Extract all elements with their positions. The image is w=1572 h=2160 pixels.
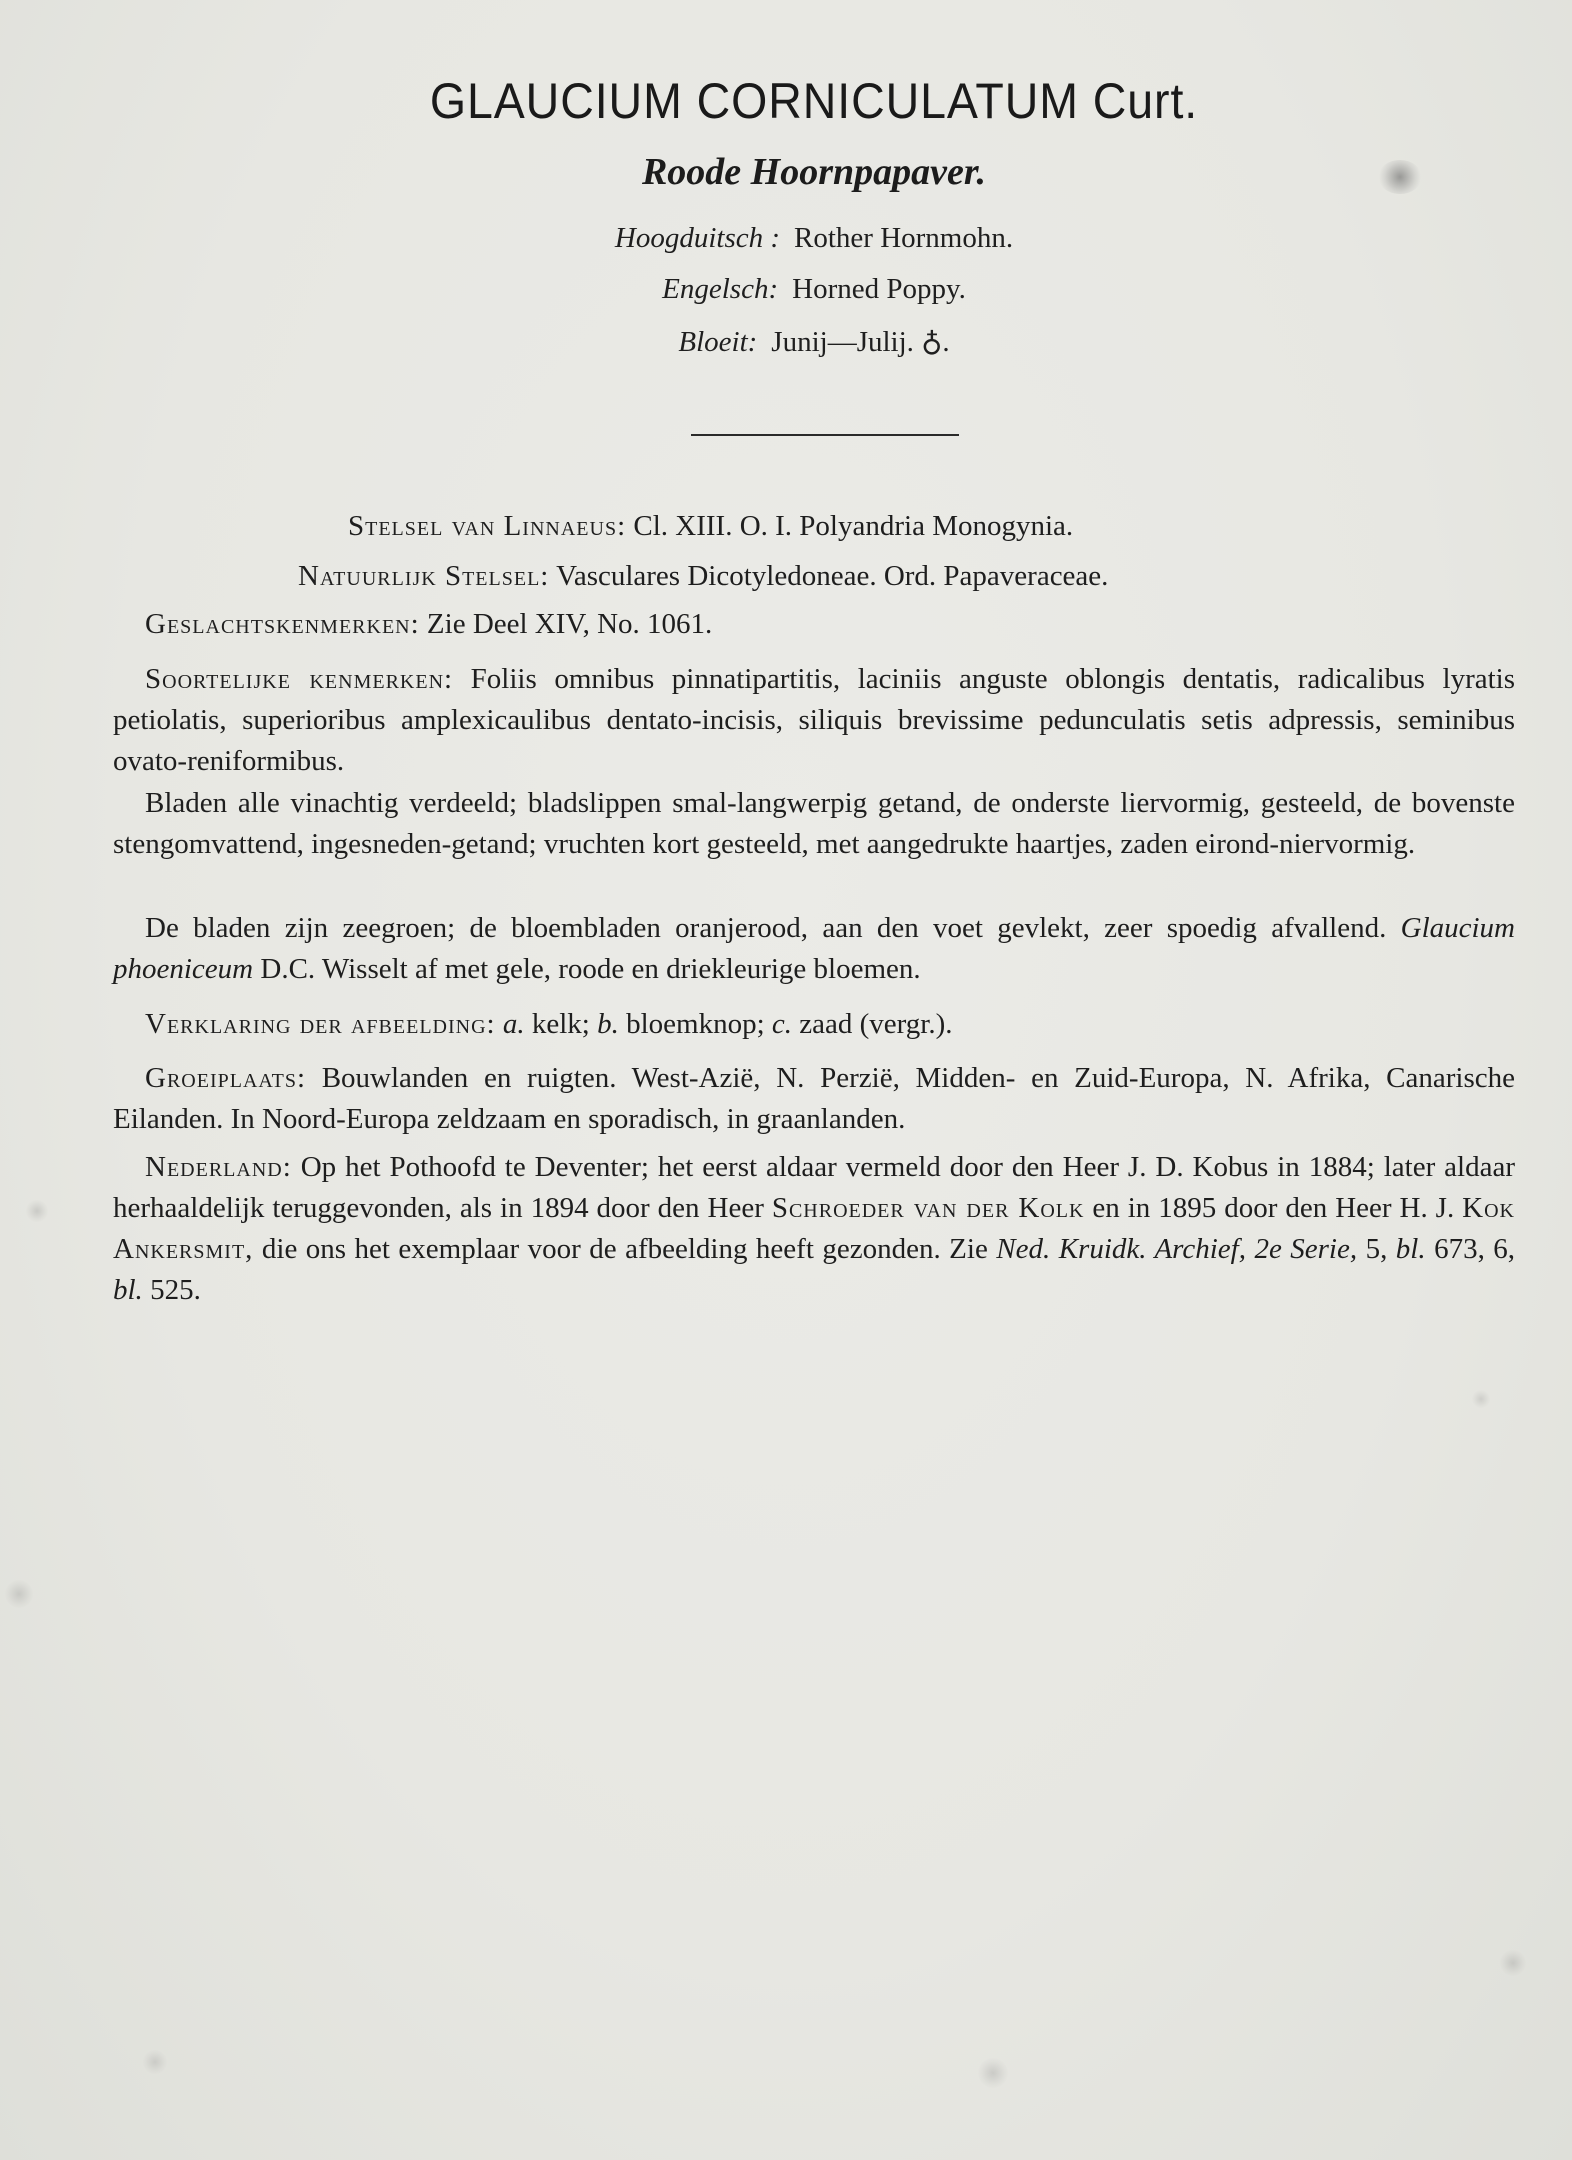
reference-page-abbr: bl.: [1395, 1233, 1426, 1265]
paragraph-text: D.C. Wisselt af met gele, roode en driekleurige bloemen.: [260, 953, 921, 985]
person-name: Kok Ankersmit,: [113, 1192, 1516, 1265]
section-text: die ons het exemplaar voor de afbeelding heeft gezonden. Zie: [261, 1233, 988, 1265]
section-groeiplaats: [113, 1058, 1515, 1140]
ink-spot: [143, 2050, 167, 2074]
name-value: Junij—Julij. ♁.: [771, 326, 950, 358]
section-text: Op het Pothoofd te Deventer; het eerst aldaar vermeld door den Heer J. D. Kobus in 1884; later aldaar herhaaldelijk teruggevonden, als in 1894 door den Heer: [113, 1151, 1516, 1224]
section-label: Verklaring der afbeelding:: [145, 1008, 496, 1040]
person-name: Schroeder van der Kolk: [771, 1192, 1085, 1224]
section-text: Zie Deel XIV, No. 1061.: [426, 608, 713, 640]
ink-spot: [1500, 1950, 1526, 1976]
reference-title: Ned. Kruidk. Archief, 2e Serie,: [996, 1233, 1358, 1265]
reference-page-abbr: bl.: [113, 1274, 143, 1306]
section-text: Bouwlanden en ruigten. West-Azië, N. Perzië, Midden- en Zuid-Europa, N. Afrika, Canarische Eilanden. In Noord-Europa zeldzaam en sporadisch, in graanlanden.: [113, 1062, 1516, 1135]
section-label: Nederland:: [145, 1151, 292, 1183]
name-row-german: [113, 222, 1515, 255]
name-value: Rother Hornmohn.: [794, 222, 1014, 254]
figure-text: zaad (vergr.).: [799, 1008, 953, 1040]
paragraph-bladen: [113, 783, 1515, 865]
section-geslachtskenmerken: [145, 604, 1445, 645]
name-row-english: [113, 273, 1515, 306]
section-text: Vasculares Dicotyledoneae. Ord. Papaveraceae.: [556, 560, 1109, 592]
name-label: Engelsch:: [662, 273, 779, 305]
paragraph-text: Bladen alle vinachtig verdeeld; bladslippen smal-langwerpig getand, de onderste liervormig, gesteeld, de bovenste stengomvattend, ingesneden-getand; vruchten kort gesteeld, met aangedrukte haartjes, zaden eirond-niervormig.: [113, 787, 1515, 860]
section-label: Stelsel van Linnaeus:: [348, 510, 627, 542]
species-name: Glaucium phoeniceum: [113, 912, 1515, 985]
paragraph-text: De bladen zijn zeegroen; de bloembladen oranjerood, aan den voet gevlekt, zeer spoedig afvallend.: [145, 912, 1387, 944]
dutch-common-name: Roode Hoornpapaver.: [641, 151, 987, 193]
section-stelsel-linnaeus: [348, 506, 1448, 547]
name-row-flowering: [113, 324, 1515, 359]
ink-spot: [5, 1580, 33, 1608]
ink-spot: [26, 1200, 48, 1222]
section-text: 525.: [150, 1274, 201, 1306]
name-value: Horned Poppy.: [792, 273, 966, 305]
section-label: Geslachtskenmerken:: [145, 608, 420, 640]
name-label: Hoogduitsch :: [614, 222, 781, 254]
ink-spot: [1472, 1390, 1490, 1408]
ink-spot: [978, 2058, 1008, 2088]
section-text: 5,: [1365, 1233, 1388, 1265]
section-verklaring: [113, 1004, 1515, 1045]
section-soortelijke-kenmerken: [113, 659, 1515, 782]
figure-key: a.: [502, 1008, 525, 1040]
page-title: GLAUCIUM CORNICULATUM Curt.: [429, 73, 1199, 129]
figure-key: b.: [597, 1008, 619, 1040]
section-label: Natuurlijk Stelsel:: [298, 560, 550, 592]
section-text: Cl. XIII. O. I. Polyandria Monogynia.: [633, 510, 1074, 542]
section-text: Foliis omnibus pinnatipartitis, laciniis anguste oblongis dentatis, radicalibus lyratis petiolatis, superioribus amplexicaulibus dentato-incisis, siliquis brevissime pedunculatis setis adpressis, seminibus ovato-reniformibus.: [113, 663, 1516, 777]
name-label: Bloeit:: [678, 326, 758, 358]
paragraph-zeegroen: [113, 908, 1515, 990]
section-text: en in 1895 door den Heer H. J.: [1092, 1192, 1455, 1224]
section-text: 673, 6,: [1434, 1233, 1516, 1265]
section-nederland: [113, 1147, 1515, 1311]
section-label: Groeiplaats:: [145, 1062, 307, 1094]
figure-key: c.: [771, 1008, 793, 1040]
section-label: Soortelijke kenmerken:: [145, 663, 454, 695]
figure-text: bloemknop;: [626, 1008, 765, 1040]
figure-text: kelk;: [531, 1008, 590, 1040]
section-natuurlijk-stelsel: [298, 556, 1498, 597]
divider-rule: [691, 434, 959, 436]
